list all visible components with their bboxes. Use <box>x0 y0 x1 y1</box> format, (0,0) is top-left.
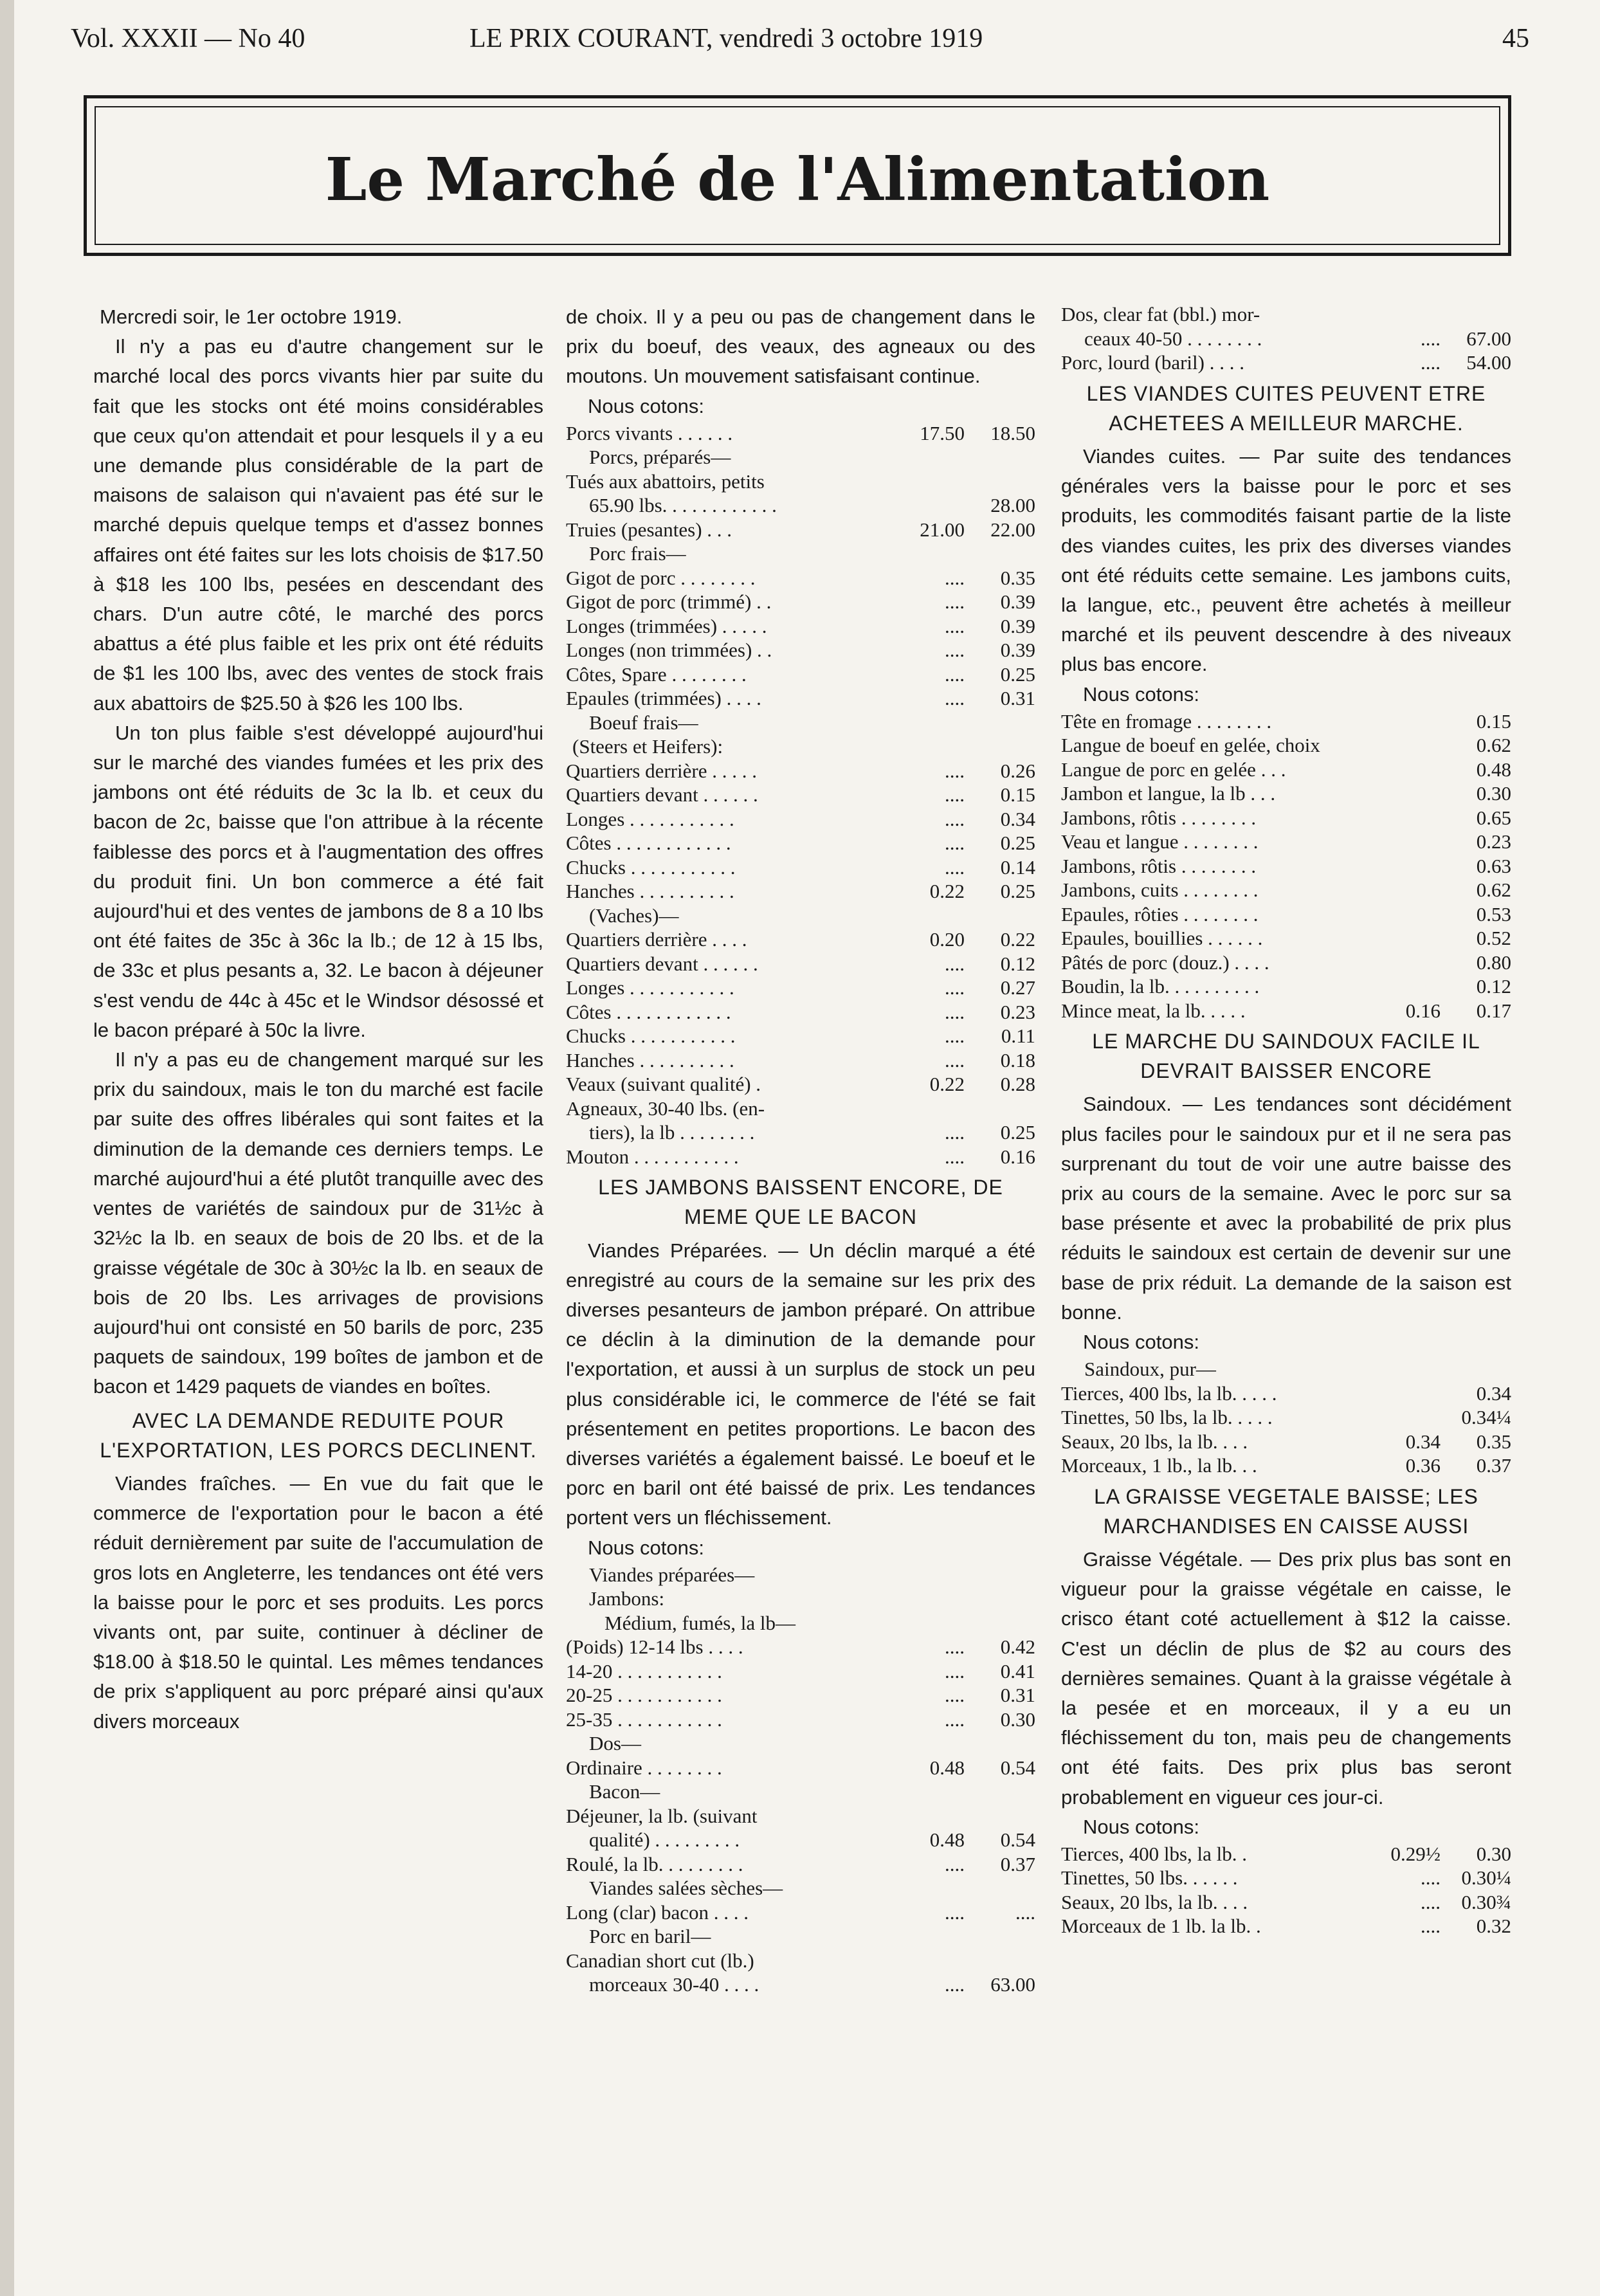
price-row: Côtes . . . . . . . . . . . . .... 0.23 <box>566 1000 1035 1023</box>
quotation-label: Nous cotons: <box>1083 682 1199 706</box>
price-label: Tués aux abattoirs, petits <box>566 469 765 493</box>
subheading: Jambons: <box>589 1587 665 1610</box>
price-row: morceaux 30-40 . . . . .... 63.00 <box>589 1973 1035 1996</box>
section-heading: LES JAMBONS BAISSENT ENCORE, DE MEME QUE LE BACON <box>598 1176 1003 1229</box>
price-row: Porcs vivants . . . . . . 17.50 18.50 <box>566 421 1035 444</box>
price-row: Mince meat, la lb. . . . . 0.16 0.17 <box>1061 999 1511 1022</box>
price-row: Truies (pesantes) . . . 21.00 22.00 <box>566 518 1035 541</box>
price-row: 65.90 lbs. . . . . . . . . . . . 28.00 <box>589 494 1035 517</box>
price-row: Tête en fromage . . . . . . . . 0.15 <box>1061 709 1511 733</box>
price-row: 14-20 . . . . . . . . . . . .... 0.41 <box>566 1659 1035 1682</box>
section-heading: LE MARCHE DU SAINDOUX FACILE IL DEVRAIT BAISSER ENCORE <box>1092 1030 1480 1083</box>
price-row: Côtes . . . . . . . . . . . . .... 0.25 <box>566 832 1035 855</box>
price-row: Tinettes, 50 lbs, la lb. . . . . 0.34¼ <box>1061 1406 1511 1429</box>
subheading: Boeuf frais— <box>589 711 698 734</box>
price-row: Jambons, cuits . . . . . . . . 0.62 <box>1061 879 1511 902</box>
price-row: Porc, lourd (baril) . . . . .... 54.00 <box>1061 351 1511 374</box>
price-row: Tinettes, 50 lbs. . . . . . .... 0.30¼ <box>1061 1866 1511 1890</box>
masthead <box>71 23 1529 62</box>
price-row: Langue de boeuf en gelée, choix 0.62 <box>1061 734 1511 757</box>
paragraph: Viandes cuites. — Par suite des tendances générales vers la baisse pour le porc et ses produits, les commodités faisant partie de la liste des viandes cuites, les prix des diverses viandes ont été réduits cette semaine. Les jambons cuits, la langue, etc., peuvent être achetés à meilleur marché et ils peuvent descendre à des niveaux plus bas encore. <box>1061 444 1511 676</box>
price-row: Seaux, 20 lbs, la lb. . . . 0.34 0.35 <box>1061 1430 1511 1453</box>
page-title: Le Marché de l'Alimentation <box>325 145 1270 214</box>
subheading: Médium, fumés, la lb— <box>605 1611 796 1634</box>
scan-edge <box>0 0 14 2296</box>
paragraph: Graisse Végétale. — Des prix plus bas sont en vigueur pour la graisse végétale en caisse, le crisco étant coté actuellement à $12 la caisse. C'est un déclin de plus de $2 au cours des dernières semaines. Quant à la graisse végétale à la pesée et en morceaux, il y a eu un fléchissement du ton, mais peu de changements ont été faits. Des prix plus bas seront probablement en vigueur ces jour-ci. <box>1061 1547 1511 1809</box>
price-row: Longes . . . . . . . . . . . .... 0.34 <box>566 807 1035 830</box>
column-1 <box>93 302 543 1736</box>
price-row: Ordinaire . . . . . . . . 0.48 0.54 <box>566 1756 1035 1779</box>
quotation-label: Nous cotons: <box>588 1536 704 1559</box>
price-row: Boudin, la lb. . . . . . . . . . 0.12 <box>1061 975 1511 998</box>
paragraph: Il n'y a pas eu de changement marqué sur les prix du saindoux, mais le ton du marché est facile par suite des offres libérales qui sont faites et la diminution de la demande ces derniers temps. Le marché aujourd'hui a été plutôt tranquille avec des ventes de variétés de saindoux pur de 31½c à 32½c la lb. en seaux de bois de 20 lbs. et de la graisse végétale de 30c à 30½c la lb. en seaux de bois de 20 lbs. Les arrivages de provisions aujourd'hui ont consisté en 50 barils de porc, 235 paquets de saindoux, 199 boîtes de jambon et de bacon et 1429 paquets de viandes en boîtes. <box>93 1048 543 1398</box>
price-row: Langue de porc en gelée . . . 0.48 <box>1061 758 1511 781</box>
price-row: Gigot de porc . . . . . . . . .... 0.35 <box>566 566 1035 589</box>
price-row: Quartiers derrière . . . . 0.20 0.22 <box>566 928 1035 951</box>
volume-number: Vol. XXXII — No 40 <box>71 24 305 53</box>
price-row: Tierces, 400 lbs, la lb. . 0.29½ 0.30 <box>1061 1842 1511 1865</box>
price-row: Quartiers devant . . . . . . .... 0.12 <box>566 952 1035 975</box>
subheading: Porc en baril— <box>589 1925 711 1948</box>
column-2 <box>566 302 1035 1997</box>
price-label: Canadian short cut (lb.) <box>566 1949 754 1972</box>
price-row: Pâtés de porc (douz.) . . . . 0.80 <box>1061 951 1511 974</box>
price-row: Longes (trimmées) . . . . . .... 0.39 <box>566 614 1035 637</box>
price-row: tiers), la lb . . . . . . . . .... 0.25 <box>589 1121 1035 1144</box>
page-number: 45 <box>1502 24 1529 53</box>
price-row: Hanches . . . . . . . . . . 0.22 0.25 <box>566 880 1035 903</box>
price-row: qualité) . . . . . . . . . 0.48 0.54 <box>589 1828 1035 1852</box>
price-row: Chucks . . . . . . . . . . . .... 0.11 <box>566 1025 1035 1048</box>
price-label: Déjeuner, la lb. (suivant <box>566 1804 758 1827</box>
price-row: Mouton . . . . . . . . . . . .... 0.16 <box>566 1145 1035 1168</box>
price-row: Gigot de porc (trimmé) . . .... 0.39 <box>566 590 1035 614</box>
price-row: Jambons, rôtis . . . . . . . . 0.65 <box>1061 806 1511 829</box>
subheading: Dos— <box>589 1732 641 1755</box>
quotation-label: Nous cotons: <box>1083 1331 1199 1354</box>
subheading: Porcs, préparés— <box>589 446 731 469</box>
subheading: Viandes salées sèches— <box>589 1877 783 1900</box>
price-row: Jambon et langue, la lb . . . 0.30 <box>1061 782 1511 805</box>
price-row: Quartiers devant . . . . . . .... 0.15 <box>566 783 1035 806</box>
price-row: Epaules (trimmées) . . . . .... 0.31 <box>566 687 1035 710</box>
price-row: Epaules, bouillies . . . . . . 0.52 <box>1061 927 1511 950</box>
price-row: Morceaux, 1 lb., la lb. . . 0.36 0.37 <box>1061 1454 1511 1477</box>
section-heading: LES VIANDES CUITES PEUVENT ETRE ACHETEES A MEILLEUR MARCHE. <box>1086 381 1486 435</box>
price-row: (Poids) 12-14 lbs . . . . .... 0.42 <box>566 1635 1035 1659</box>
quotation-label: Nous cotons: <box>588 394 704 417</box>
price-row: Quartiers derrière . . . . . .... 0.26 <box>566 759 1035 782</box>
price-row: Longes (non trimmées) . . .... 0.39 <box>566 639 1035 662</box>
paragraph: Un ton plus faible s'est développé aujourd'hui sur le marché des viandes fumées et les prix des jambons ont été réduits de 3c la lb. et ceux du bacon de 2c, baisse que l'on attribue à la récente faiblesse des porcs et à l'augmentation des offres du produit fini. Un bon commerce a été fait aujourd'hui et des ventes de jambons de 8 a 10 lbs ont été faites de 35c à 36c la lb.; de 12 à 15 lbs, de 33c et plus pesants a, 32. Le bacon à déjeuner s'est vendu de 44c à 45c et le Windsor désossé et le bacon préparé à 50c la livre. <box>93 721 543 1041</box>
title-frame <box>84 95 1511 256</box>
price-row: 25-35 . . . . . . . . . . . .... 0.30 <box>566 1708 1035 1731</box>
price-row: Veaux (suivant qualité) . 0.22 0.28 <box>566 1073 1035 1096</box>
article-date: Mercredi soir, le 1er octobre 1919. <box>100 305 403 328</box>
price-row: Hanches . . . . . . . . . . .... 0.18 <box>566 1048 1035 1071</box>
price-row: Longes . . . . . . . . . . . .... 0.27 <box>566 976 1035 999</box>
section-heading: LA GRAISSE VEGETALE BAISSE; LES MARCHANDISES EN CAISSE AUSSI <box>1094 1484 1478 1538</box>
price-row: Epaules, rôties . . . . . . . . 0.53 <box>1061 902 1511 925</box>
subheading: Porc frais— <box>589 542 686 565</box>
paragraph: Il n'y a pas eu d'autre changement sur le marché local des porcs vivants hier par suite du fait que les stocks ont été moins considérables que ceux qu'on attendait et pour lesquels il y a eu une demande plus considérable de la part de maisons de salaison qui n'avaient pas été sur le marché depuis quelque temps et d'assez bonnes affaires ont été faites sur les lots choisis de $17.50 à $18 les 100 lbs, pesées en descendant des chars. D'un autre côté, le marché des porcs abattus a été plus faible et les prix ont été réduits de $1 les 100 lbs, avec des ventes de stock frais aux abattoirs de $25.50 à $26 les 100 lbs. <box>93 335 543 715</box>
publication-date: LE PRIX COURANT, vendredi 3 octobre 1919 <box>469 24 983 53</box>
paragraph: de choix. Il y a peu ou pas de changement dans le prix du boeuf, des veaux, des agneaux ou des moutons. Un mouvement satisfaisant continue. <box>566 305 1035 388</box>
price-row: Seaux, 20 lbs, la lb. . . . .... 0.30¾ <box>1061 1890 1511 1913</box>
price-label: Agneaux, 30-40 lbs. (en- <box>566 1097 765 1120</box>
subheading: Viandes préparées— <box>589 1563 755 1586</box>
subheading: (Steers et Heifers): <box>572 735 723 758</box>
price-row: 20-25 . . . . . . . . . . . .... 0.31 <box>566 1684 1035 1707</box>
price-row: Long (clar) bacon . . . . .... .... <box>566 1900 1035 1924</box>
price-row: ceaux 40-50 . . . . . . . . .... 67.00 <box>1084 327 1511 350</box>
subheading: Bacon— <box>589 1780 660 1803</box>
paragraph: Viandes fraîches. — En vue du fait que le commerce de l'exportation pour le bacon a été réduit dernièrement par suite de l'accumulation de gros lots en Angleterre, les tendances ont été vers la baisse pour le porc et ses produits. Les porcs vivants ont, par suite, continuer à décliner de $18.00 à $18.50 le quintal. Les mêmes tendances de prix s'appliquent au porc préparé ainsi qu'aux divers morceaux <box>93 1471 543 1733</box>
subheading: (Vaches)— <box>589 904 679 927</box>
price-row: Chucks . . . . . . . . . . . .... 0.14 <box>566 855 1035 879</box>
column-3 <box>1061 302 1511 1938</box>
price-row: Jambons, rôtis . . . . . . . . 0.63 <box>1061 854 1511 877</box>
quotation-label: Nous cotons: <box>1083 1815 1199 1838</box>
price-row: Morceaux de 1 lb. la lb. . .... 0.32 <box>1061 1915 1511 1938</box>
price-label: Dos, clear fat (bbl.) mor- <box>1061 303 1260 325</box>
paragraph: Viandes Préparées. — Un déclin marqué a été enregistré au cours de la semaine sur les prix des diverses pesanteurs de jambon préparé. On attribue ce déclin à la diminution de la demande pour l'exportation, et aussi à un surplus de stock un peu plus considérable ici, le commerce de l'été se fait présentement en petites proportions. Le bacon des diverses variétés a également baissé. Le boeuf et le porc en baril ont été baissé de prix. Les tendances portent vers un fléchissement. <box>566 1239 1035 1529</box>
section-heading: AVEC LA DEMANDE REDUITE POUR L'EXPORTATION, LES PORCS DECLINENT. <box>100 1408 537 1462</box>
price-row: Roulé, la lb. . . . . . . . . .... 0.37 <box>566 1852 1035 1875</box>
subheading: Saindoux, pur— <box>1084 1358 1216 1381</box>
paragraph: Saindoux. — Les tendances sont décidément plus faciles pour le saindoux pur et il ne sera pas surprenant du tout de voir une autre baisse des prix au cours de la semaine. Avec le porc sur sa base présente et avec la probabilité de prix plus réduits le saindoux est certain de devenir sur une base de prix réduit. La demande de la saison est bonne. <box>1061 1093 1511 1324</box>
price-row: Côtes, Spare . . . . . . . . .... 0.25 <box>566 662 1035 686</box>
price-row: Tierces, 400 lbs, la lb. . . . . 0.34 <box>1061 1381 1511 1405</box>
price-row: Veau et langue . . . . . . . . 0.23 <box>1061 830 1511 853</box>
